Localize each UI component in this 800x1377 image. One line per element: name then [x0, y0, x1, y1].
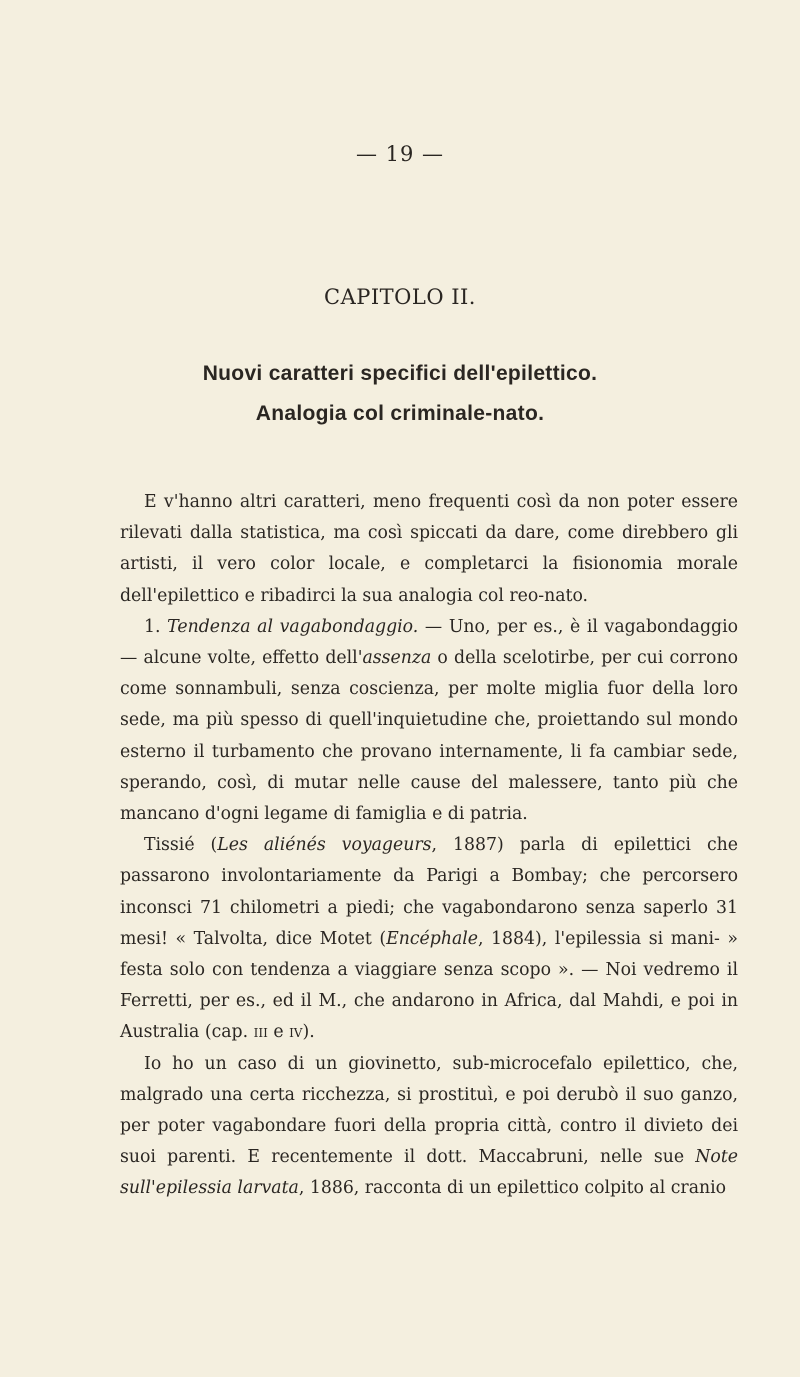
book-title: Les aliénés voyageurs	[217, 835, 432, 856]
italic-term: assenza	[362, 648, 432, 669]
paragraph-1: E v'hanno altri caratteri, meno frequenti così da non poter essere rilevati dalla statistica, ma così spiccati da dare, come direbbero gli artisti, il vero color locale, e completarci la fisionomia morale dell'epilettico e ribadirci la sua analogia col reo-nato.	[120, 492, 738, 606]
text-run: — Uno, per es., è il vagabondaggio — alcune volte, effetto dell'	[120, 616, 739, 669]
paragraph-4	[120, 1049, 738, 1205]
text-run: o della scelotirbe, per cui corrono come sonnambuli, senza coscienza, per molte miglia fuor della loro sede, ma più spesso di quell'inquietudine che, proiettando sul mondo esterno il turbamento che provano internamente, li fa cambiar sede, sperando, così, di mutar nelle cause del malessere, tanto più che mancano d'ogni legame di famiglia e di patria.	[120, 648, 738, 825]
paragraph-2	[120, 612, 738, 830]
roman-numeral: iv	[289, 1022, 303, 1043]
body-text	[120, 487, 738, 1205]
text-run: ).	[302, 1022, 315, 1043]
text-run: , 1884), l'epilessia si mani- » festa solo con tendenza a viaggiare senza scopo ». — Noi vedremo il Ferretti, per es., ed il M., che andarono in Africa, dal Mahdi, e poi in Australia (cap.	[120, 928, 738, 1043]
roman-numeral: iii	[253, 1022, 268, 1043]
journal-title: Encéphale	[386, 928, 479, 949]
chapter-heading: CAPITOLO II.	[324, 285, 476, 309]
text-run: e	[267, 1022, 290, 1043]
section-number: 1.	[144, 616, 161, 637]
text-run: , 1886, racconta di un epilettico colpito al cranio	[298, 1178, 727, 1199]
page-number: — 19 —	[355, 142, 445, 166]
text-run: Io ho un caso di un giovinetto, sub-microcefalo epilettico, che, malgrado una certa ricchezza, si prostituì, e poi derubò il suo ganzo, per poter vagabondare fuori della propria città, contro il divieto dei suoi parenti. E recentemente il dott. Maccabruni, nelle sue	[120, 1053, 738, 1168]
text-run: , 1887) parla di epilettici che passarono involontariamente da Parigi a Bombay; che percorsero inconsci 71 chilometri a piedi; che vagabondarono senza saperlo 31 mesi! « Talvolta, dice Motet (	[120, 835, 738, 949]
chapter-title-line-1: Nuovi caratteri specifici dell'epilettico.	[202, 362, 598, 385]
section-heading: Tendenza al vagabondaggio.	[167, 616, 419, 637]
chapter-title-line-2: Analogia col criminale-nato.	[255, 402, 545, 425]
paragraph-3	[120, 830, 738, 1048]
book-title: Note sull'epilessia larvata	[120, 1147, 738, 1199]
text-run: Tissié (	[144, 835, 218, 856]
